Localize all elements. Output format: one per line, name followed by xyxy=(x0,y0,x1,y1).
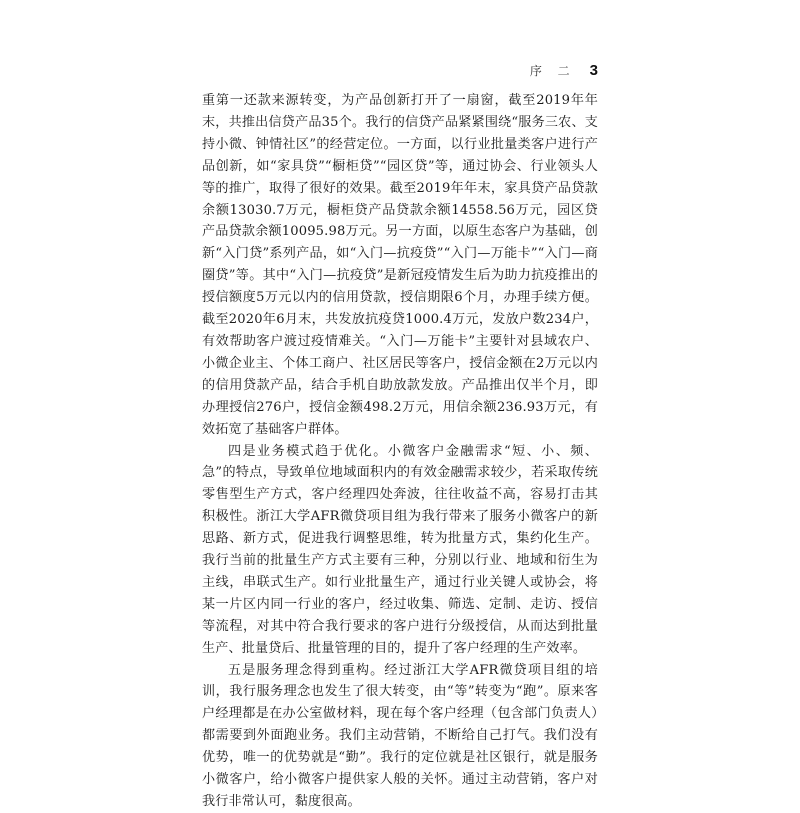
page-body xyxy=(202,90,598,813)
page-number: 3 xyxy=(589,62,598,79)
paragraph-business-model: 四是业务模式趋于优化。小微客户金融需求“短、小、频、急”的特点，导致单位地域面积内的有效金融需求较少，若采取传统零售型生产方式，客户经理四处奔波，往往收益不高，容易打击其积极性。浙江大学AFR微贷项目组为我行带来了服务小微客户的新思路、新方式，促进我行调整思维，转为批量方式，集约化生产。我行当前的批量生产方式主要有三种，分别以行业、地域和衍生为主线，串联式生产。如行业批量生产，通过行业关键人或协会，将某一片区内同一行业的客户，经过收集、筛选、定制、走访、授信等流程，对其中符合我行要求的客户进行分级授信，从而达到批量生产、批量贷后、批量管理的目的，提升了客户经理的生产效率。 xyxy=(202,443,598,656)
paragraph-service-concept: 五是服务理念得到重构。经过浙江大学AFR微贷项目组的培训，我行服务理念也发生了很大转变，由“等”转变为“跑”。原来客户经理都是在办公室做材料，现在每个客户经理（包含部门负责人）都需要到外面跑业务。我们主动营销，不断给自己打气。我们没有优势，唯一的优势就是“勤”。我行的定位就是社区银行，就是服务小微客户，给小微客户提供家人般的关怀。通过主动营销，客户对我行非常认可，黏度很高。 xyxy=(202,662,598,809)
running-header xyxy=(530,62,598,79)
paragraph-continued: 重第一还款来源转变，为产品创新打开了一扇窗，截至2019年年末，共推出信贷产品35个。我行的信贷产品紧紧围绕“服务三农、支持小微、钟情社区”的经营定位。一方面，以行业批量类客户进行产品创新，如“家具贷”“橱柜贷”“园区贷”等，通过协会、行业领头人等的推广，取得了很好的效果。截至2019年年末，家具贷产品贷款余额13030.7万元，橱柜贷产品贷款余额14558.56万元，园区贷产品贷款余额10095.98万元。另一方面，以原生态客户为基础，创新“入门贷”系列产品，如“入门—抗疫贷”“入门—万能卡”“入门—商圈贷”等。其中“入门—抗疫贷”是新冠疫情发生后为助力抗疫推出的授信额度5万元以内的信用贷款，授信期限6个月，办理手续方便。截至2020年6月末，共发放抗疫贷1000.4万元，发放户数234户，有效帮助客户渡过疫情难关。“入门—万能卡”主要针对县域农户、小微企业主、个体工商户、社区居民等客户，授信金额在2万元以内的信用贷款产品，结合手机自助放款发放。产品推出仅半个月，即办理授信276户，授信金额498.2万元，用信余额236.93万元，有效拓宽了基础客户群体。 xyxy=(202,93,598,437)
running-title: 序 二 xyxy=(529,64,576,78)
